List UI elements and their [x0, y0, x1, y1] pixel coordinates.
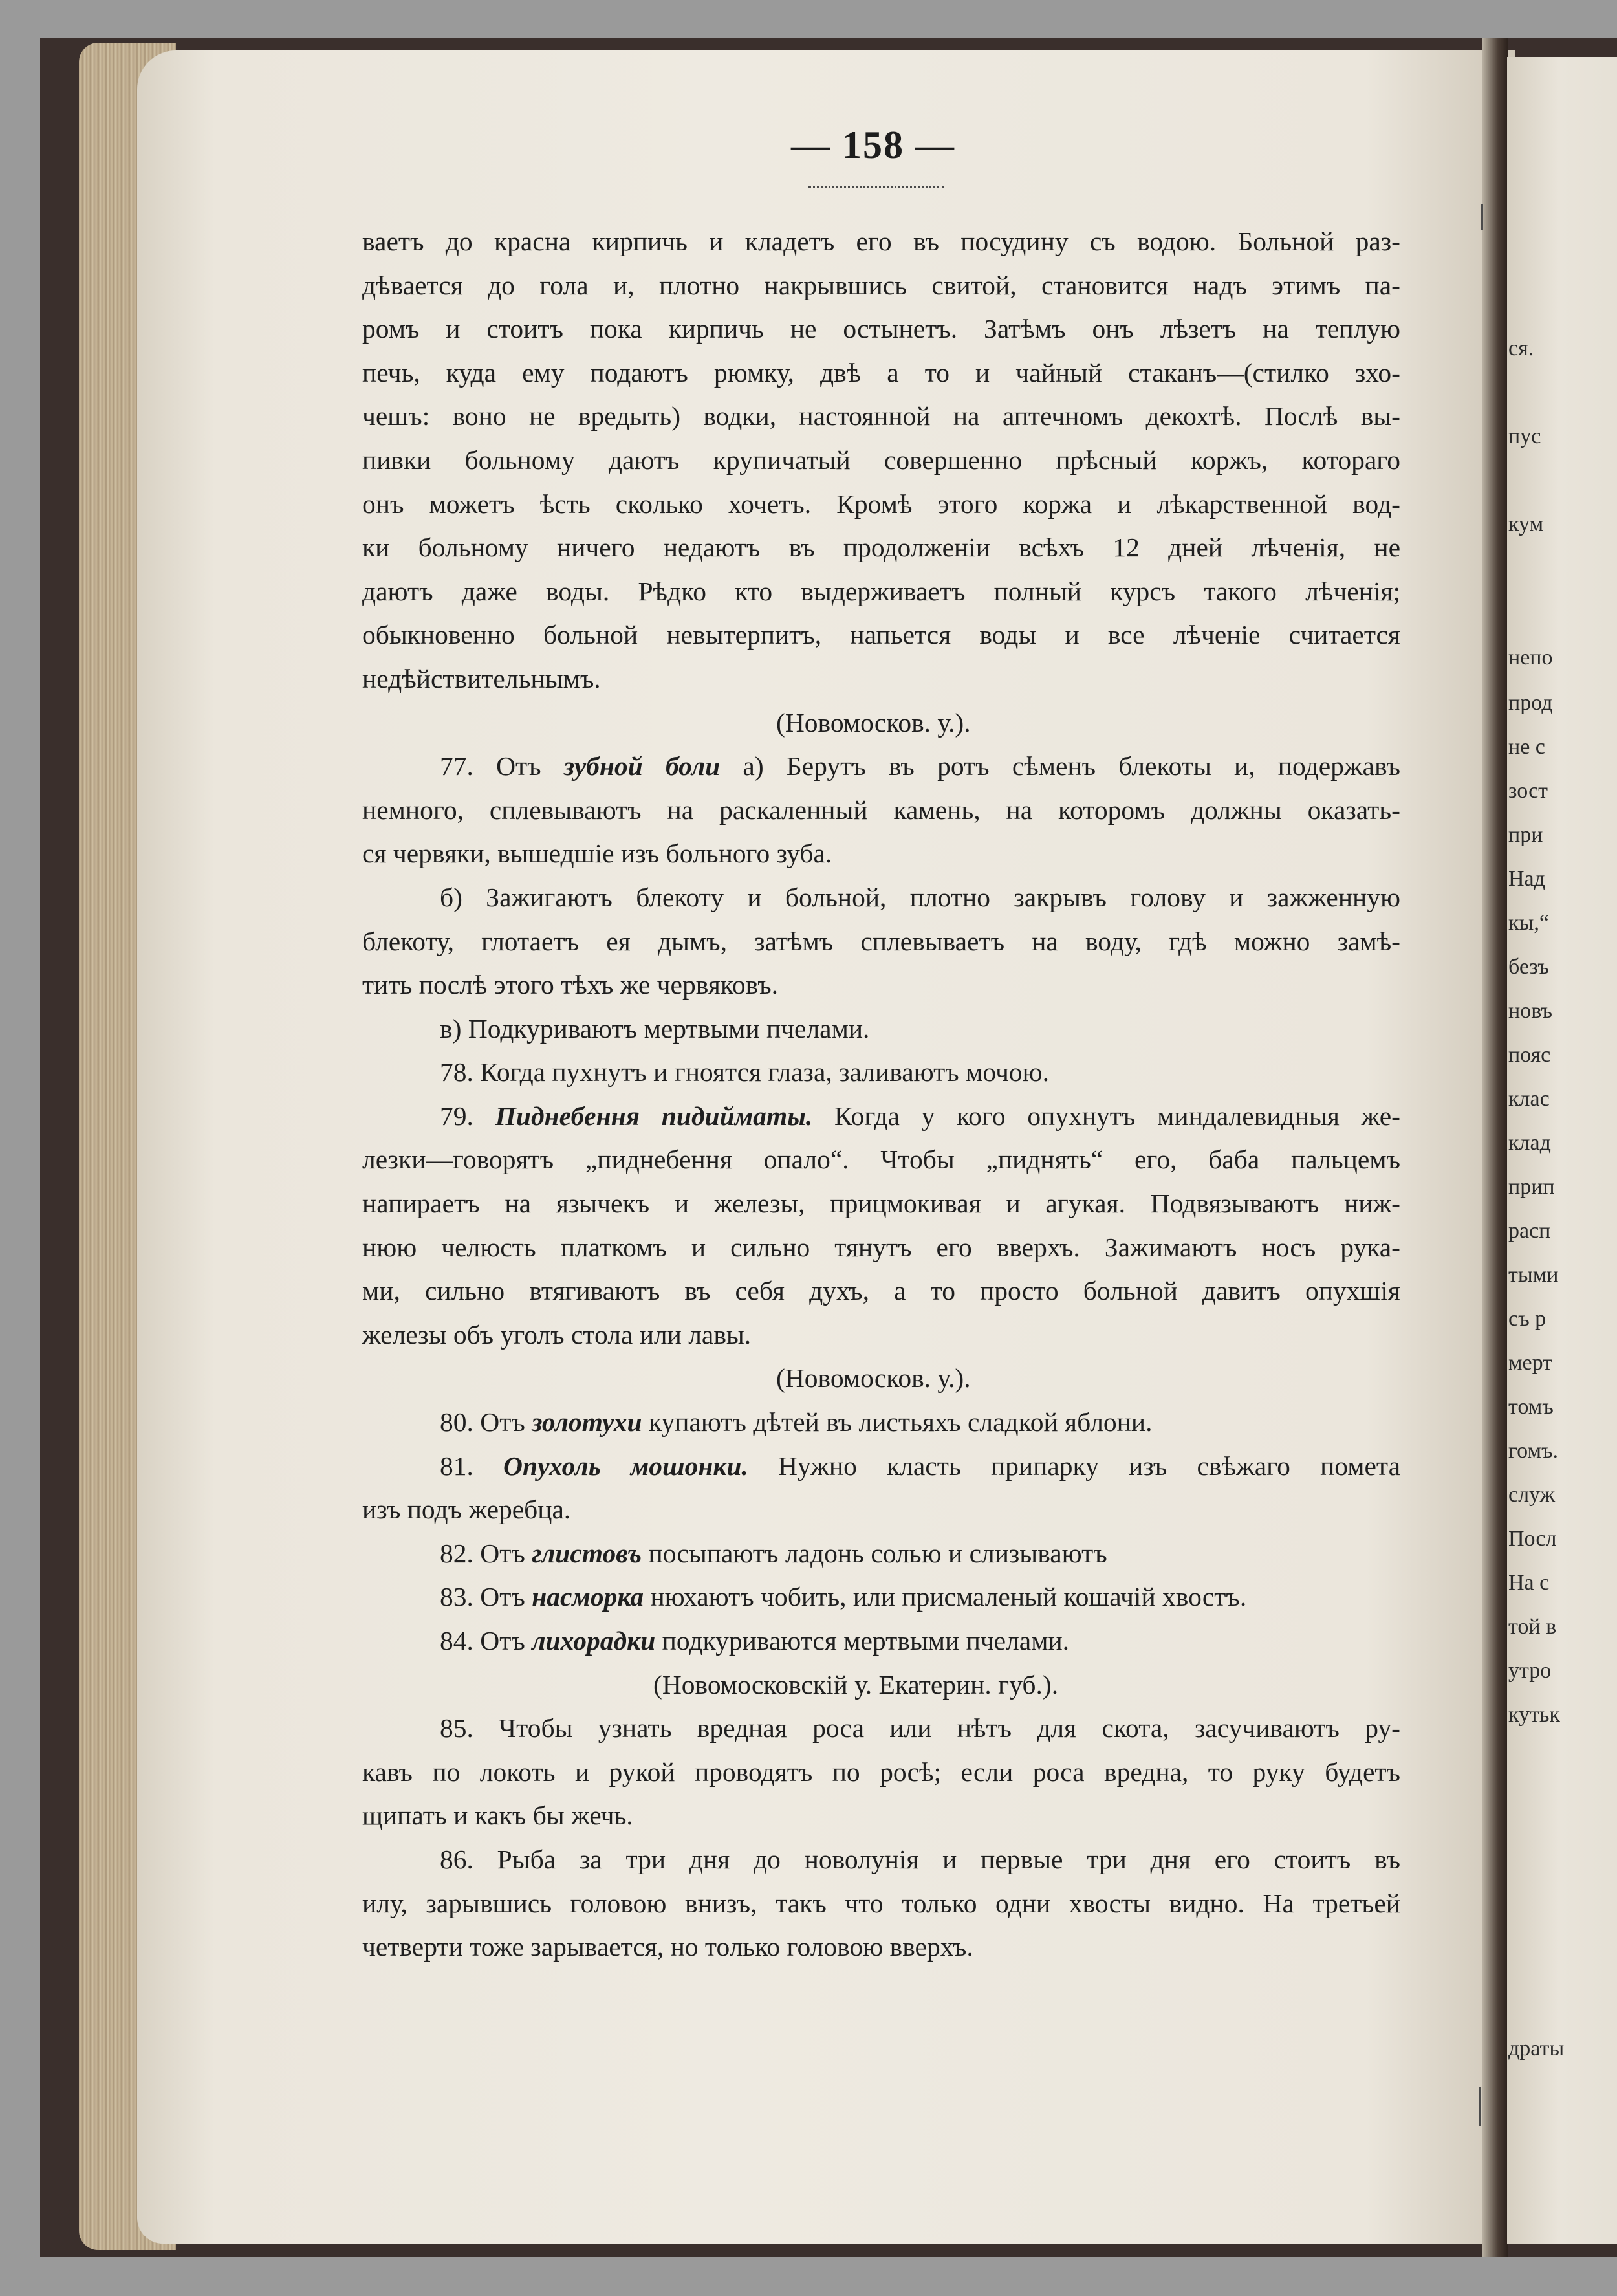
entry-number: 83. Отъ — [440, 1582, 532, 1612]
text-line: печь, куда ему подаютъ рюмку, двѣ а то и чайный стаканъ—(стилко зхо- — [362, 357, 1400, 388]
entry-81 — [362, 1445, 1400, 1489]
next-page-fragment: ся. — [1508, 336, 1534, 360]
next-page-fragment: не с — [1508, 735, 1545, 759]
text-line: чешъ: воно не вредыть) водки, настоянной на аптечномъ декохтѣ. Послѣ вы- — [362, 401, 1400, 432]
page-number: — 158 — — [791, 124, 955, 166]
text-line: немного, сплевываютъ на раскаленный камень, на которомъ должны оказать- — [362, 794, 1400, 825]
next-page-fragment: прип — [1508, 1175, 1555, 1199]
next-page-fragment: драты — [1508, 2037, 1565, 2061]
entry-text: посыпаютъ ладонь солью и слизываютъ — [642, 1538, 1107, 1568]
next-page-fragment: расп — [1508, 1219, 1551, 1243]
entry-number: 77. Отъ — [440, 751, 564, 782]
entry-term: золотухи — [532, 1407, 642, 1438]
entry-text: Когда у кого опухнутъ миндалевидныя же- — [812, 1100, 1400, 1131]
text-line: ся червяки, вышедшіе изъ больного зуба. — [362, 838, 832, 869]
next-page-fragment: непо — [1508, 646, 1553, 670]
text-line: б) Зажигаютъ блекоту и больной, плотно закрывъ голову и зажженную — [440, 882, 1400, 912]
entry-number: 81. — [440, 1450, 504, 1481]
entry-78: 78. Когда пухнутъ и гноятся глаза, заливаютъ мочою. — [440, 1057, 1050, 1088]
scan-mark — [1481, 204, 1483, 230]
text-line: лезки—говорятъ „пиднебення опало“. Чтобы „пиднять“ его, баба пальцемъ — [362, 1144, 1400, 1175]
text-line: илу, зарывшись головою внизъ, такъ что только одни хвосты видно. На третьей — [362, 1888, 1400, 1918]
entry-77 — [362, 745, 1400, 789]
next-page-fragment: утро — [1508, 1659, 1552, 1683]
text-line: недѣйствительнымъ. — [362, 663, 601, 694]
next-page-fragment: На с — [1508, 1571, 1550, 1595]
page-body — [362, 220, 1400, 1969]
entry-79 — [362, 1095, 1400, 1139]
text-line: кавъ по локоть и рукой проводятъ по росѣ; если роса вредна, то руку будетъ — [362, 1756, 1400, 1787]
next-page-fragment: клас — [1508, 1087, 1550, 1111]
next-page-fragment: Посл — [1508, 1527, 1557, 1551]
next-page-fragment: служ — [1508, 1483, 1556, 1507]
next-page-fragment: зост — [1508, 779, 1548, 803]
text-line: пивки больному даютъ крупичатый совершенно прѣсный коржъ, котораго — [362, 444, 1400, 475]
next-page-fragment: той в — [1508, 1615, 1557, 1639]
entry-text: а) Берутъ въ ротъ сѣменъ блекоты и, подержавъ — [720, 751, 1400, 782]
text-line: блекоту, глотаетъ ея дымъ, затѣмъ сплевываетъ на воду, гдѣ можно замѣ- — [362, 926, 1400, 956]
source-note: (Новомосков. у.). — [776, 707, 971, 738]
next-page-fragment: тыми — [1508, 1263, 1559, 1287]
entry-number: 80. Отъ — [440, 1407, 532, 1438]
next-page-fragment: кы,“ — [1508, 911, 1549, 935]
text-line: ки больному ничего недаютъ въ продолженіи всѣхъ 12 дней лѣченія, не — [362, 532, 1400, 563]
next-page-fragment: прод — [1508, 691, 1553, 715]
next-page-fragment: безъ — [1508, 955, 1549, 979]
text-line: ваетъ до красна кирпичь и кладетъ его въ посудину съ водою. Больной раз- — [362, 226, 1400, 256]
entry-number: 79. — [440, 1100, 495, 1131]
entry-82 — [362, 1532, 1400, 1576]
entry-85: 85. Чтобы узнать вредная роса или нѣтъ для скота, засучиваютъ ру- — [440, 1713, 1400, 1744]
next-page-fragment: пус — [1508, 424, 1541, 448]
source-note: (Новомосковскій у. Екатерин. губ.). — [653, 1669, 1059, 1700]
right-page-fragment — [1507, 57, 1617, 2244]
entry-86: 86. Рыба за три дня до новолунія и первые три дня его стоитъ въ — [440, 1844, 1400, 1874]
entry-term: насморка — [532, 1582, 644, 1612]
text-line: железы объ уголъ стола или лавы. — [362, 1319, 752, 1350]
entry-term: зубной боли — [563, 751, 721, 782]
entry-number: 84. Отъ — [440, 1626, 532, 1656]
page-number-underline — [808, 182, 944, 188]
entry-term: Опухоль мошонки. — [503, 1450, 748, 1481]
entry-term: лихорадки — [532, 1626, 656, 1656]
book-gutter — [1482, 38, 1508, 2257]
entry-80 — [362, 1401, 1400, 1445]
entry-text: подкуриваются мертвыми пчелами. — [655, 1626, 1070, 1656]
text-line: в) Подкуриваютъ мертвыми пчелами. — [440, 1013, 870, 1044]
next-page-fragment: мерт — [1508, 1351, 1553, 1375]
source-note: (Новомосков. у.). — [776, 1363, 971, 1394]
text-line: четверти тоже зарывается, но только головою вверхъ. — [362, 1932, 973, 1962]
next-page-fragment: Над — [1508, 867, 1545, 891]
entry-term: Пиднебення пидийматы. — [495, 1100, 813, 1131]
next-page-fragment: пояс — [1508, 1043, 1551, 1067]
text-line: ромъ и стоитъ пока кирпичь не остынетъ. Затѣмъ онъ лѣзетъ на теплую — [362, 314, 1400, 344]
entry-text: нюхаютъ чобить, или присмаленый кошачій хвостъ. — [644, 1582, 1247, 1612]
scan-mark — [1479, 2087, 1481, 2126]
next-page-fragment: при — [1508, 823, 1543, 847]
entry-number: 82. Отъ — [440, 1538, 532, 1568]
entry-term: глистовъ — [532, 1538, 642, 1568]
text-line: щипать и какъ бы жечь. — [362, 1800, 633, 1831]
text-line: даютъ даже воды. Рѣдко кто выдерживаетъ полный курсъ такого лѣченія; — [362, 576, 1400, 606]
entry-84 — [362, 1619, 1400, 1663]
next-page-fragment: кутьк — [1508, 1703, 1560, 1727]
entry-text: Нужно класть припарку изъ свѣжаго помета — [748, 1450, 1400, 1481]
next-page-fragment: новъ — [1508, 999, 1552, 1023]
text-line: изъ подъ жеребца. — [362, 1494, 571, 1525]
text-line: тить послѣ этого тѣхъ же червяковъ. — [362, 970, 779, 1000]
next-page-fragment: гомъ. — [1508, 1439, 1559, 1463]
next-page-fragment: съ р — [1508, 1307, 1546, 1331]
text-line: дѣвается до гола и, плотно накрывшись свитой, становится надъ этимъ па- — [362, 270, 1400, 300]
entry-83 — [362, 1575, 1400, 1619]
text-line: онъ можетъ ѣсть сколько хочетъ. Кромѣ этого коржа и лѣкарственной вод- — [362, 488, 1400, 519]
entry-text: купаютъ дѣтей въ листьяхъ сладкой яблони. — [642, 1407, 1153, 1438]
text-line: обыкновенно больной невытерпитъ, напьется воды и все лѣченіе считается — [362, 620, 1400, 650]
text-line: ми, сильно втягиваютъ въ себя духъ, а то просто больной давитъ опухшія — [362, 1276, 1400, 1306]
next-page-fragment: томъ — [1508, 1395, 1554, 1419]
next-page-fragment: кум — [1508, 512, 1544, 536]
text-line: нюю челюсть платкомъ и сильно тянутъ его вверхъ. Зажимаютъ носъ рука- — [362, 1232, 1400, 1262]
next-page-fragment: клад — [1508, 1131, 1551, 1155]
text-line: напираетъ на язычекъ и железы, прицмокивая и агукая. Подвязываютъ ниж- — [362, 1188, 1400, 1219]
